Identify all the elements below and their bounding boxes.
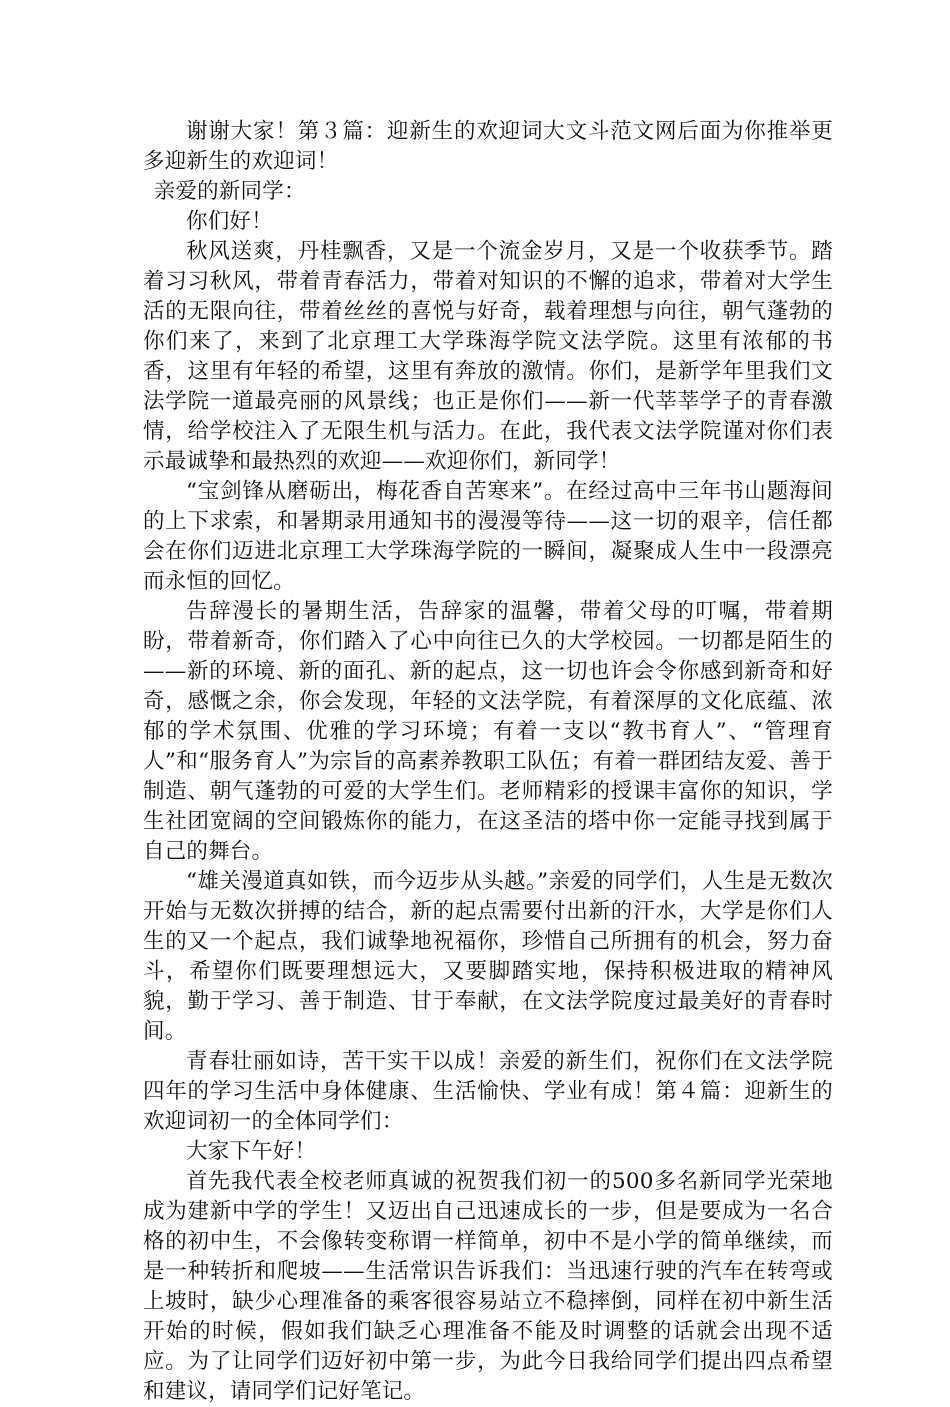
paragraph: “宝剑锋从磨砺出，梅花香自苦寒来”。在经过高中三年书山题海间的上下求索，和暑期录用通知书的漫漫等待——这一切的艰辛，信任都会在你们迈进北京理工大学珠海学院的一瞬间，凝聚成人生中一段漂亮而永恒的回忆。 [143, 479, 833, 594]
paragraph: “雄关漫道真如铁，而今迈步从头越。”亲爱的同学们，人生是无数次开始与无数次拼搏的结合，新的起点需要付出新的汗水，大学是你们人生的又一个起点，我们诚挚地祝福你，珍惜自己所拥有的机会，努力奋斗，希望你们既要理想远大，又要脚踏实地，保持积极进取的精神风貌，勤于学习、善于制造、甘于奉献，在文法学院度过最美好的青春时间。 [143, 869, 833, 1044]
paragraph: 告辞漫长的暑期生活，告辞家的温馨，带着父母的叮嘱，带着期盼，带着新奇，你们踏入了心中向往已久的大学校园。一切都是陌生的——新的环境、新的面孔、新的起点，这一切也许会令你感到新奇和好奇，感慨之余，你会发现，年轻的文法学院，有着深厚的文化底蕴、浓郁的学术氛围、优雅的学习环境；有着一支以“教书育人”、“管理育人”和“服务育人”为宗旨的高素养教职工队伍；有着一群团结友爱、善于制造、朝气蓬勃的可爱的大学生们。老师精彩的授课丰富你的知识，学生社团宽阔的空间锻炼你的能力，在这圣洁的塔中你一定能寻找到属于自己的舞台。 [143, 599, 833, 864]
paragraph: 青春壮丽如诗，苦干实干以成！亲爱的新生们，祝你们在文法学院四年的学习生活中身体健康、生活愉快、学业有成！第４篇：迎新生的欢迎词初一的全体同学们： [143, 1049, 833, 1134]
paragraph: 首先我代表全校老师真诚的祝贺我们初一的500多名新同学光荣地成为建新中学的学生！又迈出自己迅速成长的一步，但是要成为一名合格的初中生，不会像转变称谓一样简单，初中不是小学的简单继续，而是一种转折和爬坡——生活常识告诉我们：当迅速行驶的汽车在转弯或上坡时，缺少心理准备的乘客很容易站立不稳摔倒，同样在初中新生活开始的时候，假如我们缺乏心理准备不能及时调整的话就会出现不适应。为了让同学们迈好初中第一步，为此今日我给同学们提出四点希望和建议，请同学们记好笔记。 [143, 1169, 833, 1404]
paragraph: 秋风送爽，丹桂飘香，又是一个流金岁月，又是一个收获季节。踏着习习秋风，带着青春活力，带着对知识的不懈的追求，带着对大学生活的无限向往，带着丝丝的喜悦与好奇，载着理想与向往，朝气蓬勃的你们来了，来到了北京理工大学珠海学院文法学院。这里有浓郁的书香，这里有年轻的希望，这里有奔放的激情。你们，是新学年里我们文法学院一道最亮丽的风景线；也正是你们——新一代莘莘学子的青春激情，给学校注入了无限生机与活力。在此，我代表文法学院谨对你们表示最诚挚和最热烈的欢迎——欢迎你们，新同学！ [143, 239, 833, 474]
document-body [143, 117, 833, 1407]
paragraph-salutation: 亲爱的新同学： [153, 179, 306, 204]
paragraph-greeting: 大家下午好！ [186, 1139, 317, 1164]
paragraph: 谢谢大家！第３篇：迎新生的欢迎词大文斗范文网后面为你推举更多迎新生的欢迎词！ [143, 119, 833, 174]
paragraph-greeting: 你们好！ [186, 209, 273, 234]
